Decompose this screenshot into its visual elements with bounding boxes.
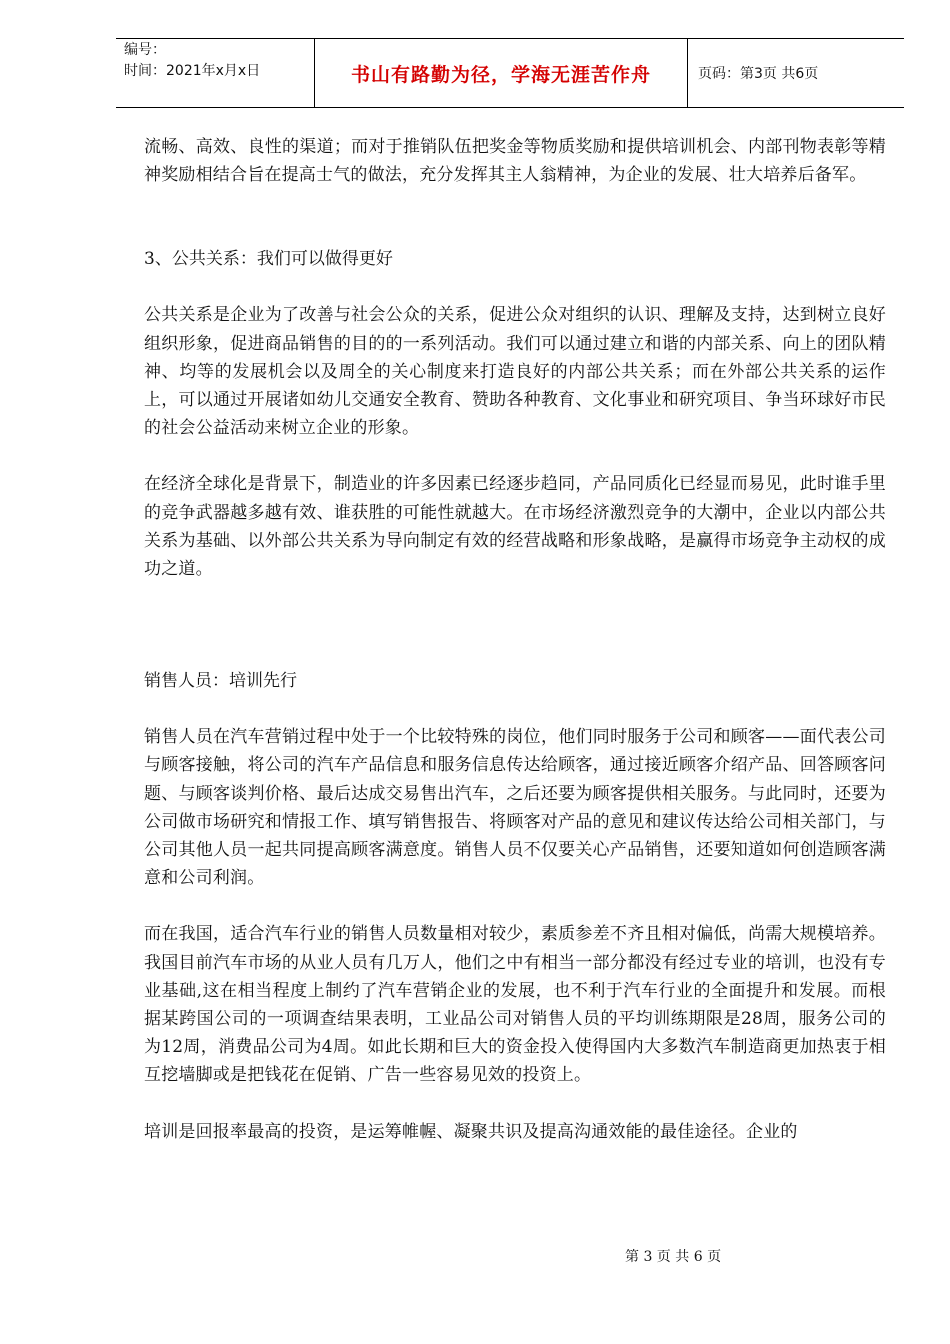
header-motto-cell xyxy=(315,39,688,107)
document-header xyxy=(116,38,904,108)
page-footer: 第 3 页 共 6 页 xyxy=(625,1249,722,1265)
header-page-number: 页码：第3页 共6页 xyxy=(698,66,819,82)
section-heading-public-relations: 3、公共关系：我们可以做得更好 xyxy=(144,249,393,270)
document-body xyxy=(144,133,886,1146)
paragraph-globalization: 在经济全球化是背景下，制造业的许多因素已经逐步趋同，产品同质化已经显而易见，此时谁手里的竞争武器越多越有效、谁获胜的可能性就越大。在市场经济激烈竞争的大潮中，企业以内部公共关系为基础、以外部公共关系为导向制定有效的经营战略和形象战略，是赢得市场竞争主动权的成功之道。 xyxy=(144,474,886,580)
paragraph-public-relations: 公共关系是企业为了改善与社会公众的关系，促进公众对组织的认识、理解及支持，达到树立良好组织形象，促进商品销售的目的的一系列活动。我们可以通过建立和谐的内部关系、向上的团队精神、均等的发展机会以及周全的关心制度来打造良好的内部公共关系；而在外部公共关系的运作上，可以通过开展诸如幼儿交通安全教育、赞助各种教育、文化事业和研究项目、争当环球好市民的社会公益活动来树立企业的形象。 xyxy=(144,305,886,439)
motto-text: 书山有路勤为径，学海无涯苦作舟 xyxy=(350,63,651,86)
header-page-cell xyxy=(688,39,904,107)
document-code-label: 编号： xyxy=(124,42,166,58)
paragraph-china-sales: 而在我国，适合汽车行业的销售人员数量相对较少，素质参差不齐且相对偏低，尚需大规模培养。我国目前汽车市场的从业人员有几万人，他们之中有相当一部分都没有经过专业的培训，也没有专业基础,这在相当程度上制约了汽车营销企业的发展，也不利于汽车行业的全面提升和发展。而根据某跨国公司的一项调查结果表明，工业品公司对销售人员的平均训练期限是28周，服务公司的为12周，消费品公司为4周。如此长期和巨大的资金投入使得国内大多数汽车制造商更加热衷于相互挖墙脚或是把钱花在促销、广告一些容易见效的投资上。 xyxy=(144,924,886,1086)
header-meta-cell xyxy=(116,39,315,107)
document-date-label: 时间：2021年x月x日 xyxy=(124,63,261,79)
paragraph-channels: 流畅、高效、良性的渠道；而对于推销队伍把奖金等物质奖励和提供培训机会、内部刊物表彰等精神奖励相结合旨在提高士气的做法，充分发挥其主人翁精神，为企业的发展、壮大培养后备军。 xyxy=(144,137,886,186)
paragraph-training: 培训是回报率最高的投资，是运筹帷幄、凝聚共识及提高沟通效能的最佳途径。企业的 xyxy=(144,1121,798,1142)
paragraph-sales-role: 销售人员在汽车营销过程中处于一个比较特殊的岗位，他们同时服务于公司和顾客——面代表公司与顾客接触，将公司的汽车产品信息和服务信息传达给顾客，通过接近顾客介绍产品、回答顾客问题、与顾客谈判价格、最后达成交易售出汽车，之后还要为顾客提供相关服务。与此同时，还要为公司做市场研究和情报工作、填写销售报告、将顾客对产品的意见和建议传达给公司相关部门，与公司其他人员一起共同提高顾客满意度。销售人员不仅要关心产品销售，还要知道如何创造顾客满意和公司利润。 xyxy=(144,727,886,889)
section-heading-sales-staff: 销售人员：培训先行 xyxy=(144,671,297,692)
